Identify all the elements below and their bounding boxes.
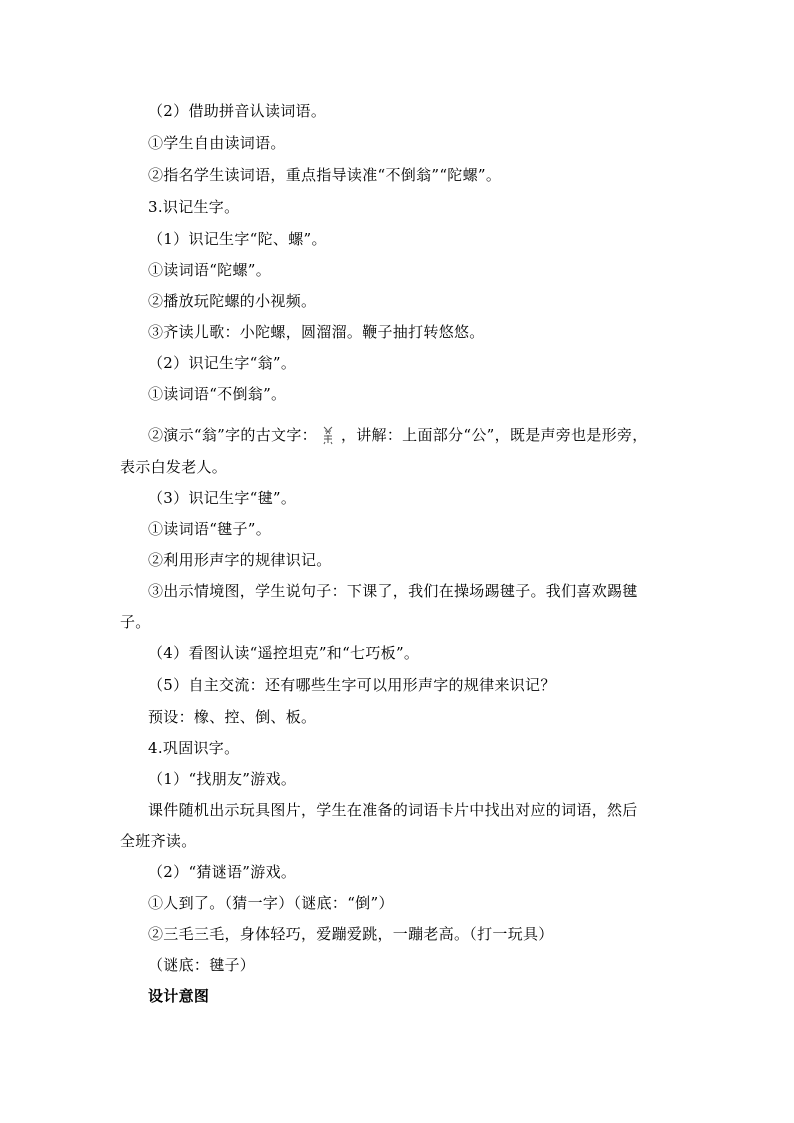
- sub-1-item-1: ①读词语“陀螺”。: [148, 261, 272, 279]
- step-2-item-2: ②指名学生读词语，重点指导读准“不倒翁”“陀螺”。: [148, 166, 502, 184]
- step-2-item-1: ①学生自由读词语。: [148, 134, 286, 152]
- sub-4-heading: （4）看图认读“遥控坦克”和“七巧板”。: [148, 644, 420, 662]
- ancient-line-after: ，讲解：上面部分“公”，既是声旁也是形旁，: [340, 426, 648, 444]
- design-intent-heading: 设计意图: [148, 987, 210, 1005]
- sub-3-item-3-continuation: 子。: [120, 613, 151, 631]
- riddle-1: ①人到了。（猜一字）（谜底：“倒”）: [148, 894, 394, 912]
- sub-1-heading: （1）识记生字“陀、螺”。: [148, 230, 327, 248]
- sub-2-item-2: [148, 425, 648, 445]
- sub-3-heading: （3）识记生字“毽”。: [148, 489, 297, 507]
- game-1-description: 课件随机出示玩具图片，学生在准备的词语卡片中找出对应的词语，然后: [148, 801, 638, 819]
- ancient-line-before: ②演示“翁”字的古文字：: [148, 426, 317, 444]
- sub-2-item-1: ①读词语“不倒翁”。: [148, 385, 287, 403]
- sub-2-item-2-continuation: 表示白发老人。: [120, 458, 228, 476]
- sub-2-heading: （2）识记生字“翁”。: [148, 354, 297, 372]
- sub-1-item-3: ③齐读儿歌：小陀螺，圆溜溜。鞭子抽打转悠悠。: [148, 323, 485, 341]
- step-2-heading: （2）借助拼音认读词语。: [148, 102, 327, 120]
- riddle-2-answer: （谜底：毽子）: [148, 956, 256, 974]
- preset-line: 预设：橡、控、倒、板。: [148, 708, 317, 726]
- sub-3-item-3: ③出示情境图，学生说句子：下课了，我们在操场踢毽子。我们喜欢踢毽: [148, 582, 638, 600]
- section-3-heading: 3.识记生字。: [148, 198, 240, 216]
- riddle-2: ②三毛三毛，身体轻巧，爱蹦爱跳，一蹦老高。（打一玩具）: [148, 925, 554, 943]
- game-2-heading: （2）“猜谜语”游戏。: [148, 863, 297, 881]
- sub-3-item-2: ②利用形声字的规律识记。: [148, 551, 332, 569]
- sub-3-item-1: ①读词语“毽子”。: [148, 520, 272, 538]
- section-4-heading: 4.巩固识字。: [148, 739, 240, 757]
- game-1-heading: （1）“找朋友”游戏。: [148, 770, 297, 788]
- ancient-character-image: [321, 425, 335, 445]
- sub-1-item-2: ②播放玩陀螺的小视频。: [148, 292, 317, 310]
- game-1-description-continuation: 全班齐读。: [120, 832, 197, 850]
- sub-5-heading: （5）自主交流：还有哪些生字可以用形声字的规律来识记？: [148, 676, 556, 694]
